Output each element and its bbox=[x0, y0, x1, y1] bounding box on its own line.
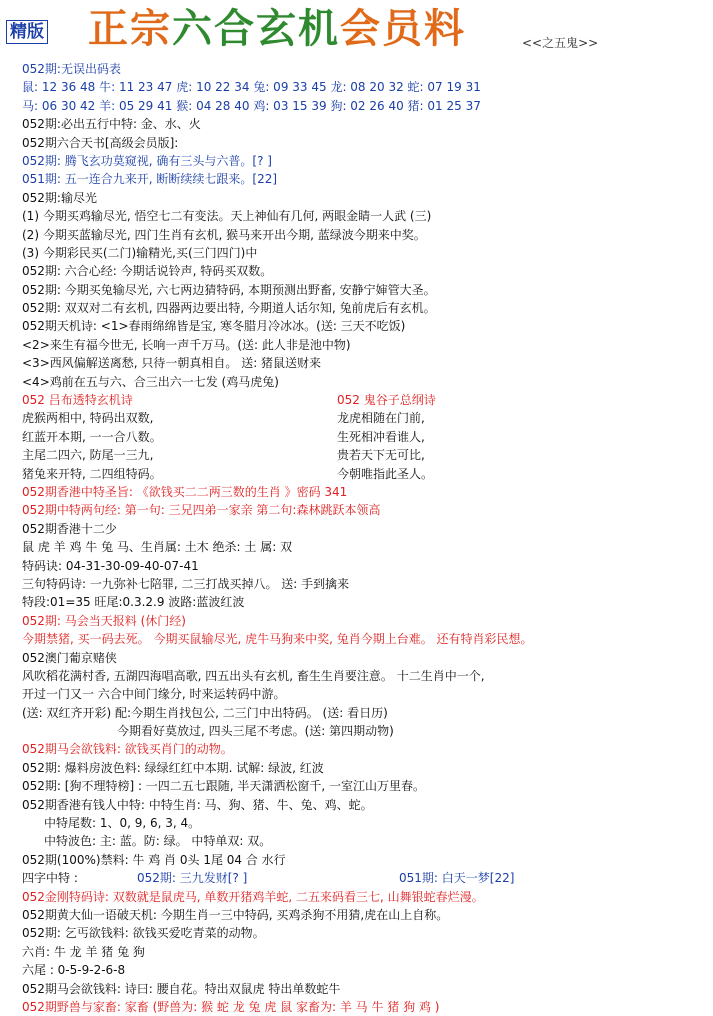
poem-row bbox=[22, 446, 702, 464]
text-line: 中特尾数: 1、0, 9, 6, 3, 4。 bbox=[44, 816, 201, 831]
dream-051: 051期: 白天一梦[22] bbox=[399, 871, 515, 886]
poem-left-title: 052 吕布透特玄机诗 bbox=[22, 393, 133, 408]
text-line: 052期: 双双对二有玄机, 四器两边要出特, 今期道人话尔知, 兔前虎后有玄机。 bbox=[22, 301, 436, 316]
text-line: 052期香港中特圣旨: 《欲钱买二二两三数的生肖 》密码 341 bbox=[22, 484, 348, 499]
header bbox=[0, 0, 713, 58]
text-line: 中特波色: 主: 蓝。防: 绿。 中特单双: 双。 bbox=[44, 834, 272, 849]
title-part-a: 正宗 bbox=[88, 5, 172, 52]
text-line: 三句特码诗: 一九弥补七陪罪, 二三打战买掉八。 送: 手到擒来 bbox=[22, 576, 350, 591]
title-part-c: 会员料 bbox=[340, 5, 466, 52]
text-line: 特码诀: 04-31-30-09-40-07-41 bbox=[22, 558, 199, 573]
text-line: 052期野兽与家畜: 家畜 (野兽为: 猴 蛇 龙 兔 虎 鼠 家畜为: 羊 马 牛 猪 狗 鸡 ) bbox=[22, 999, 440, 1014]
text-line: 风吹稻花满村香, 五湖四海唱高歌, 四五出头有玄机, 畜生生肖要注意。 十二生肖中一个, bbox=[22, 668, 485, 683]
poem-right-line: 龙虎相随在门前, bbox=[337, 411, 425, 426]
text-line: 052期: 腾飞玄功莫窥视, 确有三头与六普。[? ] bbox=[22, 153, 272, 168]
text-line: <2>来生有福今世无, 长响一声千万马。(送: 此人非是池中物) bbox=[22, 337, 351, 352]
text-line: 052金刚特码诗: 双数就是鼠虎马, 单数开猪鸡羊蛇, 二五来码看三七, 山舞银蛇春烂漫。 bbox=[22, 889, 484, 904]
text-line: <3>西风偏解送离愁, 只待一朝真相自。 送: 猪鼠送财来 bbox=[22, 356, 322, 371]
text-line: <4>鸡前在五与六、合三出六一七发 (鸡马虎兔) bbox=[22, 374, 279, 389]
text-line: 051期: 五一连合九来开, 断断续续七跟来。[22] bbox=[22, 172, 278, 187]
text-line: (3) 今期彩民买(二门)输精光,买(三门四门)中 bbox=[22, 245, 258, 260]
text-line: 052期:必出五行中特: 金、水、火 bbox=[22, 117, 201, 132]
text-line: 052期中特两句经: 第一句: 三兄四弟一家亲 第二句:森林跳跃本领高 bbox=[22, 503, 381, 518]
poem-right-line: 贵若天下无可比, bbox=[337, 448, 425, 463]
text-line: 052期马会欲钱料: 欲钱买肖门的动物。 bbox=[22, 742, 233, 757]
text-line: 052期:输尽光 bbox=[22, 190, 97, 205]
text-line: 052澳门葡京赌侠 bbox=[22, 650, 117, 665]
text-line: 052期:无误出码表 bbox=[22, 62, 121, 76]
text-line: 052期香港十二少 bbox=[22, 521, 117, 536]
text-line: 开过一门又一 六合中间门缘分, 时来运转码中游。 bbox=[22, 687, 286, 702]
text-line: 今期看好莫放过, 四头三尾不考虑。(送: 第四期动物) bbox=[117, 724, 394, 739]
text-line: (2) 今期买蓝输尽光, 四门生肖有玄机, 猴马来开出今期, 蓝绿波今期来中奖。 bbox=[22, 227, 426, 242]
dream-052: 052期: 三九发财[? ] bbox=[137, 871, 248, 886]
text-line: 052期: 马会当天报料 (休门经) bbox=[22, 613, 186, 628]
poem-left-line: 红蓝开本期, 一一合八数。 bbox=[22, 429, 162, 444]
dream-label: 四字中特 : bbox=[22, 871, 78, 886]
text-line: 六肖: 牛 龙 羊 猪 兔 狗 bbox=[22, 944, 145, 959]
page-subtitle: <<之五鬼>> bbox=[522, 36, 599, 50]
section-bottom bbox=[22, 888, 702, 1016]
poem-right-line: 生死相冲看谁人, bbox=[337, 429, 425, 444]
text-line: 鼠 虎 羊 鸡 牛 兔 马、生肖属: 土木 绝杀: 土 属: 双 bbox=[22, 540, 293, 555]
dream-row bbox=[22, 869, 702, 887]
poem-titles bbox=[22, 391, 702, 409]
poem-left-line: 虎猴两相中, 特码出双数, bbox=[22, 411, 154, 426]
text-line: 鼠: 12 36 48 牛: 11 23 47 虎: 10 22 34 兔: 09 33 45 龙: 08 20 32 蛇: 07 19 31 bbox=[22, 80, 481, 95]
text-line: 052期黄大仙一语破天机: 今期生肖一三中特码, 买鸡杀狗不用猜,虎在山上自称。 bbox=[22, 907, 449, 922]
poem-row bbox=[22, 465, 702, 483]
text-line: 052期: 乞丐欲钱料: 欲钱买爱吃青菜的动物。 bbox=[22, 926, 265, 941]
title-part-b: 六合玄机 bbox=[172, 5, 340, 52]
content-body bbox=[22, 60, 702, 1016]
poem-row bbox=[22, 428, 702, 446]
poem-row bbox=[22, 409, 702, 427]
text-line: 052期: 六合心经: 今期话说铃声, 特码买双数。 bbox=[22, 264, 273, 279]
section-middle bbox=[22, 483, 702, 869]
poem-right-line: 今朝唯指此圣人。 bbox=[337, 466, 434, 481]
poem-right-title: 052 鬼谷子总纲诗 bbox=[337, 393, 436, 408]
text-line: 六尾 : 0-5-9-2-6-8 bbox=[22, 963, 126, 978]
text-line: 马: 06 30 42 羊: 05 29 41 猴: 04 28 40 鸡: 03 15 39 狗: 02 26 40 猪: 01 25 37 bbox=[22, 98, 481, 113]
text-line: 今期禁猪, 买一码去死。 今期买鼠输尽光, 虎牛马狗来中奖, 兔肖今期上台难。 还有特肖彩民想。 bbox=[22, 632, 533, 647]
text-line: 052期马会欲钱料: 诗曰: 腰自花。特出双鼠虎 特出单数蛇牛 bbox=[22, 981, 341, 996]
text-line: (1) 今期买鸡输尽光, 悟空七二有变法。天上神仙有几何, 两眼金睛一人武 (三) bbox=[22, 209, 432, 224]
text-line: 052期: 今期买兔输尽光, 六七两边猜特码, 本期预测出野畜, 安静宁婶管大圣。 bbox=[22, 282, 436, 297]
text-line: (送: 双红齐开彩) 配:今期生肖找包公, 二三门中出特码。 (送: 看日历) bbox=[22, 705, 388, 720]
poem-rows bbox=[22, 409, 702, 483]
text-line: 052期(100%)禁料: 牛 鸡 肖 0头 1尾 04 合 水行 bbox=[22, 852, 286, 867]
text-line: 052期六合天书[高级会员版]: bbox=[22, 135, 179, 150]
text-line: 052期: [狗不理特榜] : 一四二五七跟随, 半天潇洒松窗千, 一室江山万里春。 bbox=[22, 779, 426, 794]
text-line: 052期: 爆料房波色料: 绿绿红红中本期. 试解: 绿波, 红波 bbox=[22, 760, 324, 775]
poem-left-line: 主尾二四六, 防尾一三九, bbox=[22, 448, 154, 463]
section-top bbox=[22, 60, 702, 391]
text-line: 052期天机诗: <1>春雨绵绵皆是宝, 寒冬腊月冷冰冰。(送: 三天不吃饭) bbox=[22, 319, 406, 334]
page-title bbox=[88, 4, 466, 54]
text-line: 052期香港有钱人中特: 中特生肖: 马、狗、猪、牛、兔、鸡、蛇。 bbox=[22, 797, 373, 812]
text-line: 特段:01=35 旺尾:0.3.2.9 波路:蓝波红波 bbox=[22, 595, 245, 610]
poem-left-line: 猪兔来开特, 二四组特码。 bbox=[22, 466, 162, 481]
edition-badge: 精版 bbox=[6, 20, 48, 44]
